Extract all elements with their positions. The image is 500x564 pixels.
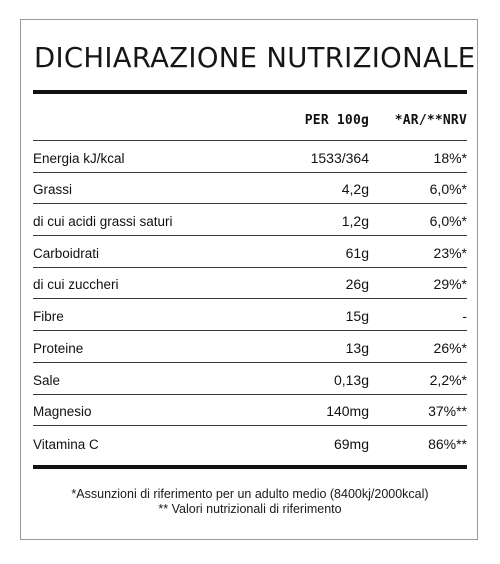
nutrient-name: di cui zuccheri [33,277,119,293]
table-row [33,299,467,331]
nutrient-name: di cui acidi grassi saturi [33,214,173,230]
nutrient-name: Magnesio [33,404,92,420]
table-row [33,236,467,268]
nutrient-per-100g: 0,13g [333,371,369,388]
bottom-divider [33,465,467,469]
nutrient-ar-nrv: 18%* [433,149,467,166]
nutrient-name: Grassi [33,182,73,198]
column-header-ar-nrv: *AR/**NRV [394,113,467,128]
nutrient-name: Vitamina C [33,436,99,452]
column-header-per-100g: PER 100g [304,113,369,128]
nutrient-ar-nrv: - [462,308,467,325]
nutrient-per-100g: 4,2g [341,181,369,198]
nutrient-name: Energia kJ/kcal [33,150,125,166]
nutrient-ar-nrv: 86%** [428,435,467,452]
nutrient-name: Proteine [33,340,84,356]
nutrient-name: Fibre [33,309,64,325]
nutrient-per-100g: 15g [345,308,369,325]
table-row [33,331,467,363]
nutrient-per-100g: 26g [345,276,369,293]
table-row [33,426,467,458]
nutrient-ar-nrv: 23%* [433,244,467,261]
footnotes [33,487,467,517]
label-title: DICHIARAZIONE NUTRIZIONALE [34,42,476,74]
nutrient-per-100g: 1,2g [341,213,369,230]
nutrient-ar-nrv: 37%** [428,403,467,420]
nutrient-name: Sale [33,372,61,388]
nutrient-ar-nrv: 6,0%* [429,181,467,198]
nutrient-per-100g: 61g [345,244,369,261]
nutrient-per-100g: 140mg [326,403,369,420]
nutrient-ar-nrv: 6,0%* [429,213,467,230]
table-row [33,173,467,205]
nutrient-per-100g: 69mg [333,435,369,452]
nutrition-table [33,94,467,458]
table-row [33,268,467,300]
nutrient-per-100g: 13g [345,339,369,356]
nutrient-per-100g: 1533/364 [310,149,369,166]
footnote-reference-intake: *Assunzioni di riferimento per un adulto medio (8400kj/2000kcal) [71,487,429,501]
footnote-nrv: ** Valori nutrizionali di riferimento [158,502,342,516]
nutrient-ar-nrv: 29%* [433,276,467,293]
table-row [33,395,467,427]
nutrient-ar-nrv: 2,2%* [429,371,467,388]
table-row [33,363,467,395]
nutrient-ar-nrv: 26%* [433,339,467,356]
nutrient-name: Carboidrati [33,245,100,261]
table-header-row [33,94,467,141]
table-row [33,204,467,236]
table-row [33,141,467,173]
